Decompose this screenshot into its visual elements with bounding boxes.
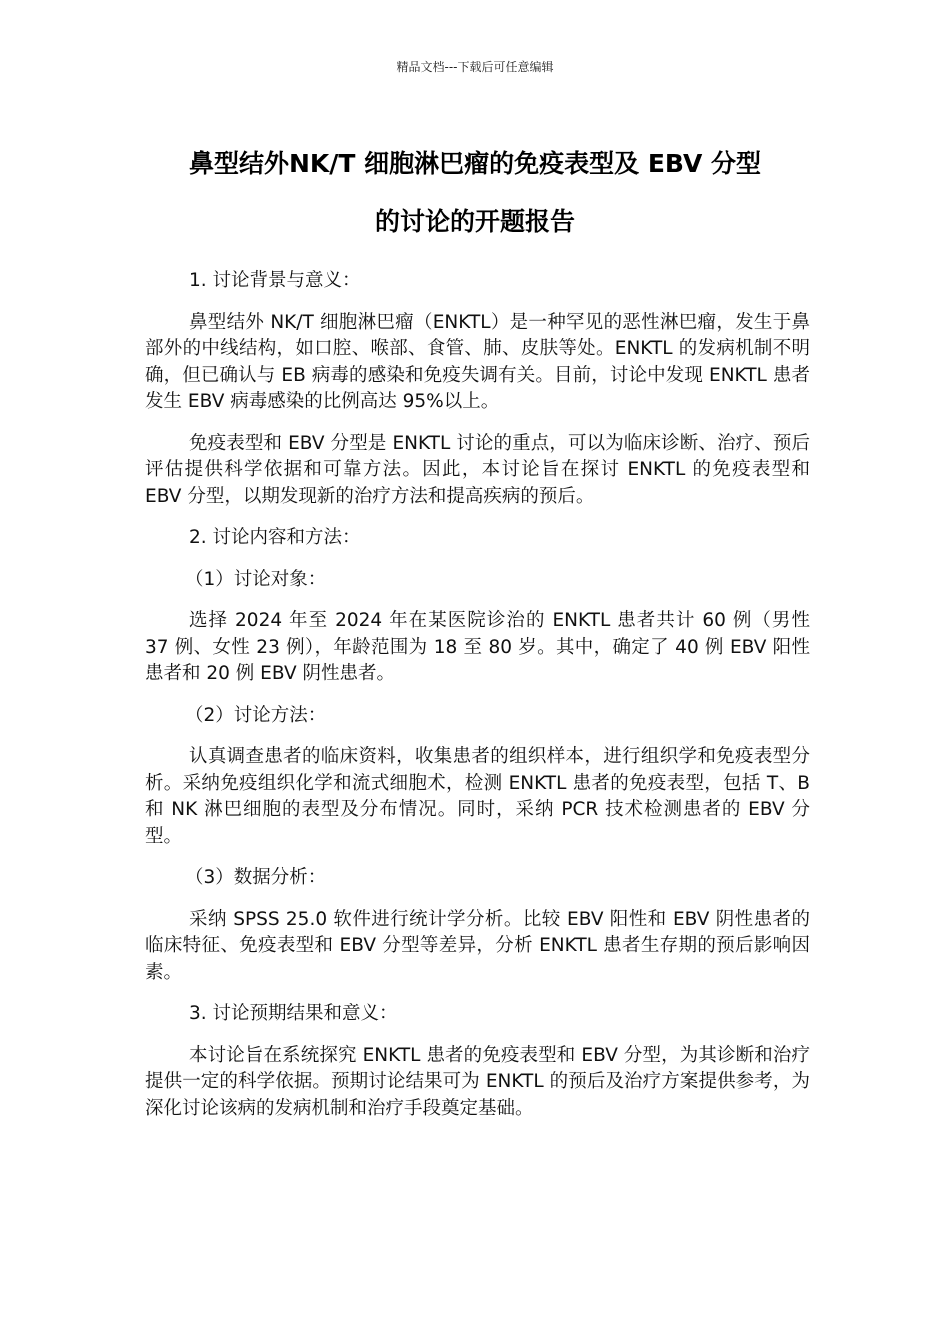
section-2-subheading-2: （2）讨论方法： <box>185 704 327 726</box>
section-1-paragraph-2: 免疫表型和 EBV 分型是 ENKTL 讨论的重点，可以为临床诊断、治疗、预后评估提供科学依据和可靠方法。因此，本讨论旨在探讨 ENKTL 的免疫表型和 EBV 分型，以期发现新的治疗方法和提高疾病的预后。 <box>145 432 810 507</box>
title-line-2: 的讨论的开题报告 <box>374 207 575 236</box>
section-2-paragraph-3: 采纳 SPSS 25.0 软件进行统计学分析。比较 EBV 阳性和 EBV 阴性患者的临床特征、免疫表型和 EBV 分型等差异，分析 ENKTL 患者生存期的预后影响因素。 <box>145 908 810 983</box>
section-2-subheading-1: （1）讨论对象： <box>185 568 327 590</box>
section-2-paragraph-2: 认真调查患者的临床资料，收集患者的组织样本，进行组织学和免疫表型分析。采纳免疫组织化学和流式细胞术，检测 ENKTL 患者的免疫表型，包括 T、B 和 NK 淋巴细胞的表型及分布情况。同时，采纳 PCR 技术检测患者的 EBV 分型。 <box>145 746 810 847</box>
section-2-subheading-3: （3）数据分析： <box>185 867 327 888</box>
page-header: 精品文档---下载后可任意编辑 <box>396 60 554 74</box>
section-1-paragraph-1: 鼻型结外 NK/T 细胞淋巴瘤（ENKTL）是一种罕见的恶性淋巴瘤，发生于鼻部外的中线结构，如口腔、喉部、食管、肺、皮肤等处。ENKTL 的发病机制不明确，但已确认与 EB 病毒的感染和免疫失调有关。目前，讨论中发现 ENKTL 患者发生 EBV 病毒感染的比例高达 95%以上。 <box>145 311 810 412</box>
document-title <box>100 135 850 251</box>
title-line-1: 鼻型结外NK/T 细胞淋巴瘤的免疫表型及 EBV 分型 <box>188 149 762 178</box>
section-3-paragraph-1: 本讨论旨在系统探究 ENKTL 患者的免疫表型和 EBV 分型，为其诊断和治疗提供一定的科学依据。预期讨论结果可为 ENKTL 的预后及治疗方案提供参考，为深化讨论该病的发病机制和治疗手段奠定基础。 <box>145 1044 810 1119</box>
document-body <box>145 268 810 1137</box>
section-3-heading: 3. 讨论预期结果和意义： <box>189 1003 398 1024</box>
section-1-heading: 1. 讨论背景与意义： <box>189 270 361 291</box>
section-2-paragraph-1: 选择 2024 年至 2024 年在某医院诊治的 ENKTL 患者共计 60 例（男性 37 例、女性 23 例），年龄范围为 18 至 80 岁。其中，确定了 40 例 EBV 阳性患者和 20 例 EBV 阴性患者。 <box>145 610 810 684</box>
section-2-heading: 2. 讨论内容和方法： <box>189 527 361 548</box>
